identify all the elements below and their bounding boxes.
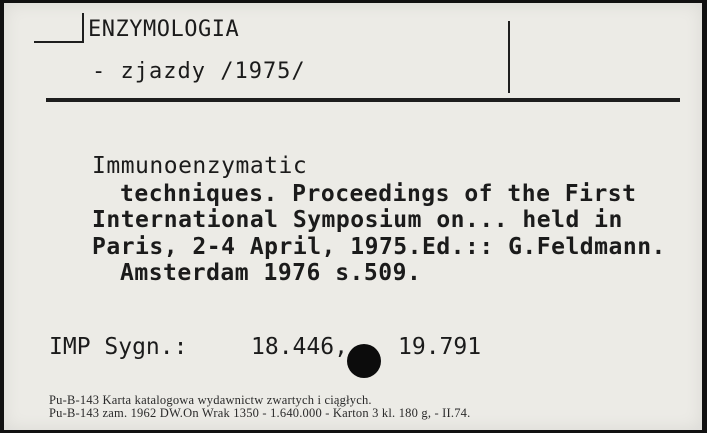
body-line: International Symposium on... held in (92, 207, 623, 233)
body-line: techniques. Proceedings of the First (120, 181, 637, 207)
call-number-second: 19.791 (398, 334, 482, 360)
footer-line: Pu-B-143 zam. 1962 DW.On Wrak 1350 - 1.640.000 - Karton 3 kl. 180 g, - II.74. (49, 406, 471, 420)
footer-line: Pu-B-143 Karta katalogowa wydawnictw zwartych i ciągłych. (49, 393, 372, 407)
body-line: Amsterdam 1976 s.509. (120, 260, 422, 286)
call-number-first: 18.446, (251, 334, 348, 360)
heading-subject: ENZYMOLOGIA (88, 17, 240, 42)
body-line: Paris, 2-4 April, 1975.Ed.:: G.Feldmann. (92, 234, 666, 260)
right-vertical-rule (508, 21, 510, 93)
header-horizontal-rule (46, 98, 680, 102)
call-number-label: IMP Sygn.: (49, 334, 188, 360)
body-line: Immunoenzymatic (92, 153, 308, 179)
catalog-card (4, 3, 702, 430)
heading-subheading: - zjazdy /1975/ (92, 59, 306, 84)
heading-vertical-rule (82, 13, 84, 43)
heading-indent-line (34, 41, 82, 43)
punch-hole (347, 344, 381, 378)
